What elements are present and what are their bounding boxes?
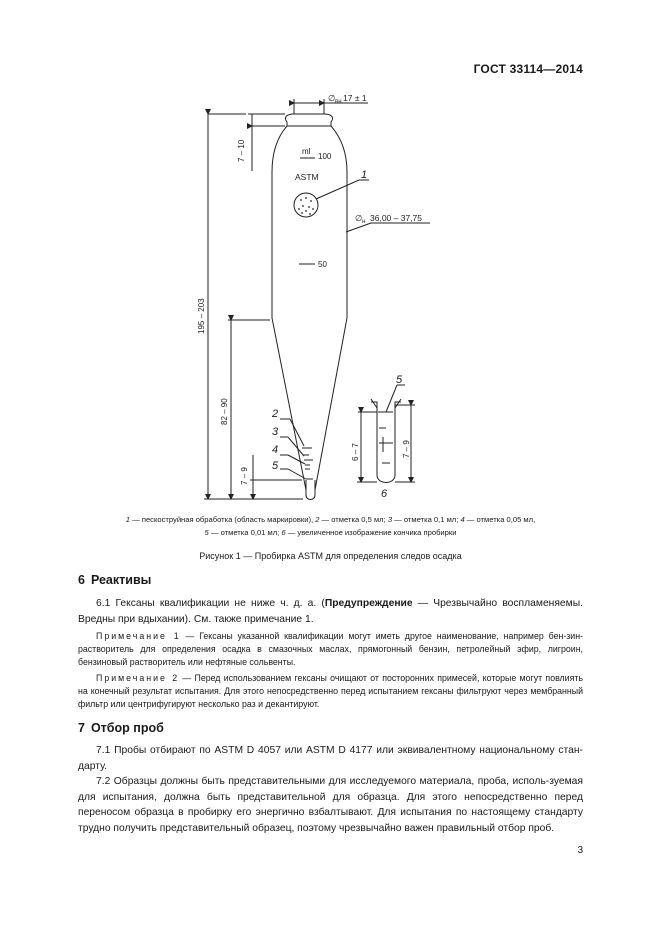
paragraph-6-1: 6.1 Гексаны квалификации не ниже ч. д. а. (Предупреждение — Чрезвычайно воспламеняемы. Вредны при вдыхании). См. также примечание 1. bbox=[78, 598, 583, 625]
figure-legend: 1 — пескоструйная обработка (область маркировки), 2 — отметка 0,5 мл; 3 — отметка 0,1 мл; 4 — отметка 0,05 мл, 5 — отметка 0,01 мл; 6 — увеличенное изображение кончика пробирки bbox=[125, 515, 536, 537]
callout-4: 4 bbox=[272, 444, 279, 456]
dim-7-10: 7 – 10 bbox=[237, 139, 246, 162]
callout-5-detail: 5 bbox=[396, 374, 403, 386]
dim-7-9-right: 7 – 9 bbox=[402, 440, 411, 458]
section-6-heading: 6 Реактивы bbox=[78, 573, 152, 587]
dim-6-7: 6 – 7 bbox=[351, 443, 360, 461]
figure-caption: Рисунок 1 — Пробирка ASTM для определения следов осадка bbox=[199, 551, 462, 561]
outer-diameter-sub: н bbox=[362, 219, 366, 225]
callout-1: 1 bbox=[361, 169, 368, 181]
standard-code: ГОСТ 33114—2014 bbox=[473, 62, 583, 76]
tube-tip bbox=[306, 480, 315, 500]
dim-7-9-left: 7 – 9 bbox=[240, 467, 249, 485]
paragraph-7-1: 7.1 Пробы отбирают по ASTM D 4057 или ASTM D 4177 или эквивалентному национальному стан-дарту. bbox=[78, 745, 583, 772]
dim-195-203: 195 – 203 bbox=[197, 298, 206, 334]
dim-82-90: 82 – 90 bbox=[220, 398, 229, 425]
tip-detail bbox=[371, 402, 401, 483]
note-2: Примечание 2 — Перед использованием гексаны очищают от посторонних примесей, которые могут повлиять на конечный результат испытания. Для этого непосредственно перед испытанием гексаны фильтруют через мембранный фильтр или центрифугируют несколько раз и декантируют. bbox=[78, 673, 583, 709]
note-1: Примечание 1 — Гексаны указанной квалификации могут иметь другое наименование, например бен-зин-растворитель для определения осадка в смазочных маслах, прямогонный бензин, петролейный эфир, лигроин, бензиновый растворитель или нефтяные сольвенты. bbox=[78, 631, 583, 667]
callout-2: 2 bbox=[272, 408, 279, 420]
inner-diameter-symbol: ∅ bbox=[328, 93, 336, 103]
callout-5: 5 bbox=[272, 460, 279, 472]
mark-50-label: 50 bbox=[318, 260, 327, 269]
inner-diameter-sub: вн bbox=[335, 99, 342, 105]
outer-diameter-symbol: ∅ bbox=[355, 213, 363, 223]
callout-6: 6 bbox=[381, 488, 388, 500]
callout-3: 3 bbox=[272, 426, 279, 438]
outer-diameter-value: 36,00 – 37,75 bbox=[370, 213, 422, 223]
mark-100-label: 100 bbox=[318, 152, 332, 161]
tube-rim bbox=[285, 114, 332, 126]
inner-diameter-value: 17 ± 1 bbox=[343, 93, 367, 103]
ml-label: ml bbox=[302, 147, 311, 156]
page-number: 3 bbox=[577, 845, 583, 856]
section-7-heading: 7 Отбор проб bbox=[78, 721, 164, 735]
sandblast-dots bbox=[298, 197, 314, 215]
paragraph-7-2: 7.2 Образцы должны быть представительными для исследуемого материала, проба, исполь-зуемая для испытания, должна быть представительной для образца. Для этого непосредственно перед переносом образца в пробирку его энергично взбалтывают. Для испытания по настоящему стандарту трудно получить представительный образец, поэтому чрезвычайно важен правильный отбор проб. bbox=[78, 776, 583, 834]
astm-label: ASTM bbox=[295, 172, 319, 182]
marking-area bbox=[294, 193, 318, 217]
tube-body-right bbox=[315, 126, 347, 490]
